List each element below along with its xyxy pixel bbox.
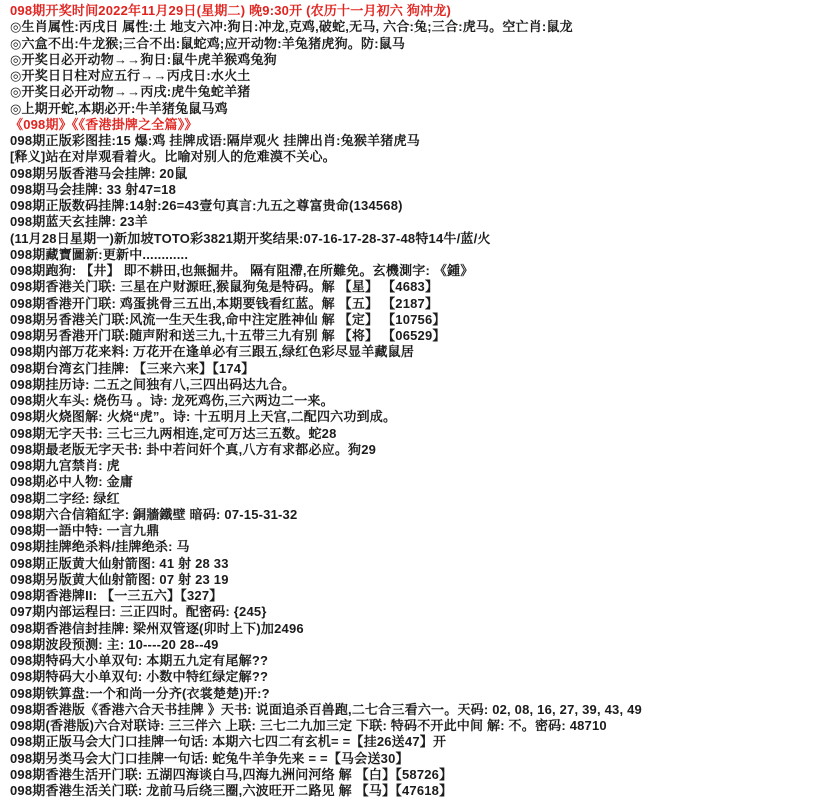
- text-line: 098期另版黄大仙射箭图: 07 射 23 19: [10, 571, 229, 587]
- text-line: 098期香港信封挂牌: 梁州双管逐(卯时上下)加2496: [10, 620, 304, 636]
- text-line: 098期无字天书: 三七三九两相连,定可万达三五数。蛇28: [10, 425, 337, 441]
- text-line: 098期六合信箱紅字: 銅牆鐵壁 暗码: 07-15-31-32: [10, 506, 298, 522]
- text-line: 098期开奖时间2022年11月29日(星期二) 晚9:30开 (农历十一月初六 狗冲龙): [10, 3, 451, 18]
- text-line: ◎开奖日必开动物→→丙戌:虎牛兔蛇羊猪: [10, 84, 251, 100]
- text-line: 098期跑狗: 【井】 即不耕田,也無掘井。 隔有阻滯,在所難免。玄機測字: 《鍾》: [10, 263, 474, 278]
- text-line: 098期香港牌II: 【一三五六】【327】: [10, 588, 223, 603]
- text-line: 098期香港版《香港六合天书挂牌 》天书: 说面追杀百兽跑,二七合三看六一。天码: 02, 08, 16, 27, 39, 43, 49: [10, 701, 642, 717]
- text-line: 098期香港生活关门联: 龙前马后绕三圈,六波旺开二路见 解 【马】【47618】: [10, 783, 453, 798]
- text-line: ◎开奖日必开动物→→狗日:鼠牛虎羊猴鸡兔狗: [10, 51, 277, 67]
- text-line: 098期特码大小单双句: 本期五九定有尾解??: [10, 653, 269, 668]
- text-line: 098期另香港开门联:随声附和送三九,十五带三九有别 解 【将】 【06529】: [10, 328, 446, 343]
- text-lines-container: [10, 3, 838, 799]
- text-line: 098期火烧图解: 火烧“虎”。诗: 十五明月上天宫,二配四六功到成。: [10, 409, 397, 425]
- text-line: 098期最老版无字天书: 卦中若问奸个真,八方有求都必应。狗29: [10, 441, 377, 457]
- text-line: 098期挂牌绝杀料/挂牌绝杀: 马: [10, 539, 190, 555]
- text-line: ◎六盒不出:牛龙猴;三合不出:鼠蛇鸡;应开动物:羊兔猪虎狗。防:鼠马: [10, 35, 406, 51]
- text-line: ◎开奖日日柱对应五行→→丙戌日:水火土: [10, 68, 251, 83]
- text-line: [释义]站在对岸观看着火。比喻对别人的危难漠不关心。: [10, 149, 336, 165]
- text-line: (11月28日星期一)新加坡TOTO彩3821期开奖结果:07-16-17-28-37-48特14牛/蓝/火: [10, 230, 491, 246]
- text-line: 098期二字经: 绿红: [10, 490, 120, 506]
- text-line: 098期九宫禁肖: 虎: [10, 458, 120, 473]
- text-line: 098期特码大小单双句: 小数中特红绿定解??: [10, 669, 269, 685]
- text-line: ◎生肖属性:丙戌日 属性:土 地支六冲:狗日:冲龙,克鸡,破蛇,无马, 六合:兔;三合:虎马。空亡肖:鼠龙: [10, 19, 573, 35]
- text-line: 098期必中人物: 金庸: [10, 474, 134, 490]
- text-line: 098期挂历诗: 二五之间独有八,三四出码达九合。: [10, 376, 296, 392]
- text-line: 098期另类马会大门口挂牌一句话: 蛇兔牛羊争先来 = =【马会送30】: [10, 750, 409, 766]
- text-line: 098期波段预测: 主: 10----20 28--49: [10, 636, 219, 652]
- text-line: 097期内部运程曰: 三正四时。配密码: {245}: [10, 604, 267, 620]
- text-line: 098期香港生活开门联: 五湖四海谈白马,四海九洲问河络 解 【白】【58726】: [10, 766, 453, 782]
- text-line: 098期蓝天玄挂牌: 23羊: [10, 214, 148, 230]
- text-line: 098期正版数码挂牌:14射:26=43壹句真言:九五之尊富贵命(134568): [10, 198, 403, 213]
- text-line: 098期内部万花来料: 万花开在逢单必有三跟五,绿红色彩尽显羊藏鼠居: [10, 344, 415, 360]
- text-line: 098期另香港关门联:风流一生天生我,命中注定胜神仙 解 【定】 【10756】: [10, 311, 446, 327]
- text-line: 098期正版彩图挂:15 爆:鸡 挂牌成语:隔岸观火 挂牌出肖:兔猴羊猪虎马: [10, 133, 420, 148]
- text-line: 098期正版黄大仙射箭图: 41 射 28 33: [10, 555, 229, 571]
- text-line: 098期台湾玄门挂牌: 【三来六来】【174】: [10, 360, 255, 376]
- text-line: 098期(香港版)六合对联诗: 三三伴六 上联: 三七二九加三定 下联: 特码不开此中间 解: 不。密码: 48710: [10, 718, 607, 733]
- text-line: 《098期》《《香港掛牌之全篇》》: [10, 116, 198, 132]
- text-line: 098期一語中特: 一言九鼎: [10, 523, 160, 538]
- text-line: 098期香港关门联: 三星在户财源旺,猴鼠狗兔是特码。解 【星】 【4683】: [10, 279, 439, 295]
- text-line: 098期藏寶圖新:更新中............: [10, 246, 189, 262]
- text-line: 098期香港开门联: 鸡蛋挑骨三五出,本期要钱看红蓝。解 【五】 【2187】: [10, 295, 439, 311]
- text-line: 098期马会挂牌: 33 射47=18: [10, 181, 177, 197]
- text-line: 098期铁算盘:一个和尚一分齐(衣裳楚楚)开:?: [10, 685, 270, 701]
- text-line: 098期另版香港马会挂牌: 20鼠: [10, 165, 188, 181]
- text-line: 098期正版马会大门口挂牌一句话: 本期六七四二有玄机= =【挂26送47】开: [10, 734, 447, 750]
- text-line: ◎上期开蛇,本期必开:牛羊猪兔鼠马鸡: [10, 100, 228, 116]
- text-line: 098期火车头: 烧伤马 。诗: 龙死鸡伤,三六两边二一来。: [10, 393, 334, 408]
